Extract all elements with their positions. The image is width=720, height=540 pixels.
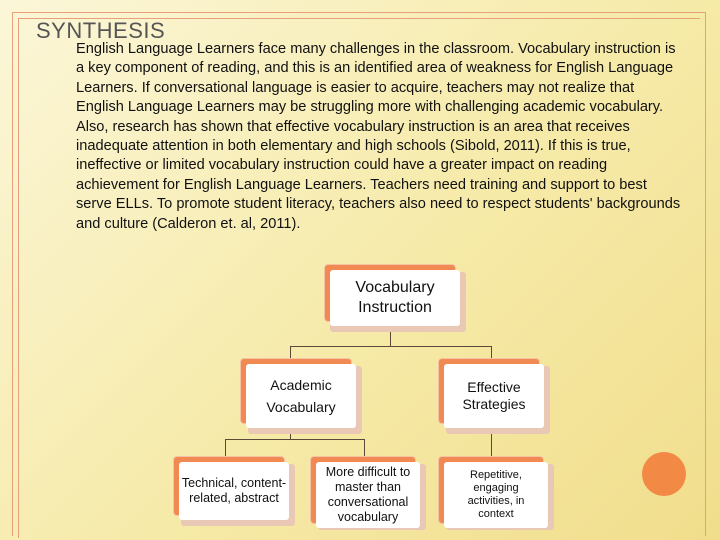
root-node-vocabulary-instruction [330, 270, 460, 326]
decorative-circle [642, 452, 686, 496]
root-node-label: Vocabulary Instruction [355, 279, 435, 316]
slide-title: SYNTHESIS [36, 18, 166, 43]
effective-strategies-label: Effective Strategies [462, 379, 526, 412]
connector-right-down [491, 346, 492, 361]
academic-vocabulary-label: Academic Vocabulary [266, 377, 336, 415]
connector-level1-bar [290, 346, 492, 347]
node-effective-strategies [444, 364, 544, 428]
leaf-technical [179, 462, 289, 520]
leaf-repetitive [444, 462, 548, 528]
connector-left-down [290, 346, 291, 361]
leaf-more-difficult [316, 462, 420, 528]
leaf-technical-label: Technical, content- related, abstract [181, 476, 287, 505]
connector-leaf2-down [364, 439, 365, 459]
leaf-repetitive-label: Repetitive, engaging activities, in context [467, 469, 525, 520]
synthesis-paragraph: English Language Learners face many challenges in the classroom. Vocabulary instruction is a key component of reading, and this is an identified area of weakness for English Language Learners. If conversational language is easier to acquire, teachers may not realize that English Language Learners may be struggling more with challenging academic vocabulary. Also, research has shown that effective vocabulary instruction is an area that receives inadequate attention in both elementary and high schools (Sibold, 2011). If this is true, ineffective or limited vocabulary instruction could have a greater impact on reading achievement for English Language Learners. Teachers need training and support to best serve ELLs. To promote student literacy, teachers also need to respect students' backgrounds and culture (Calderon et. al, 2011). [76, 41, 681, 232]
connector-level2-bar [225, 439, 364, 440]
connector-leaf1-down [225, 439, 226, 459]
node-academic-vocabulary [246, 364, 356, 428]
leaf-more-difficult-label: More difficult to master than conversational vocabulary [325, 465, 411, 524]
